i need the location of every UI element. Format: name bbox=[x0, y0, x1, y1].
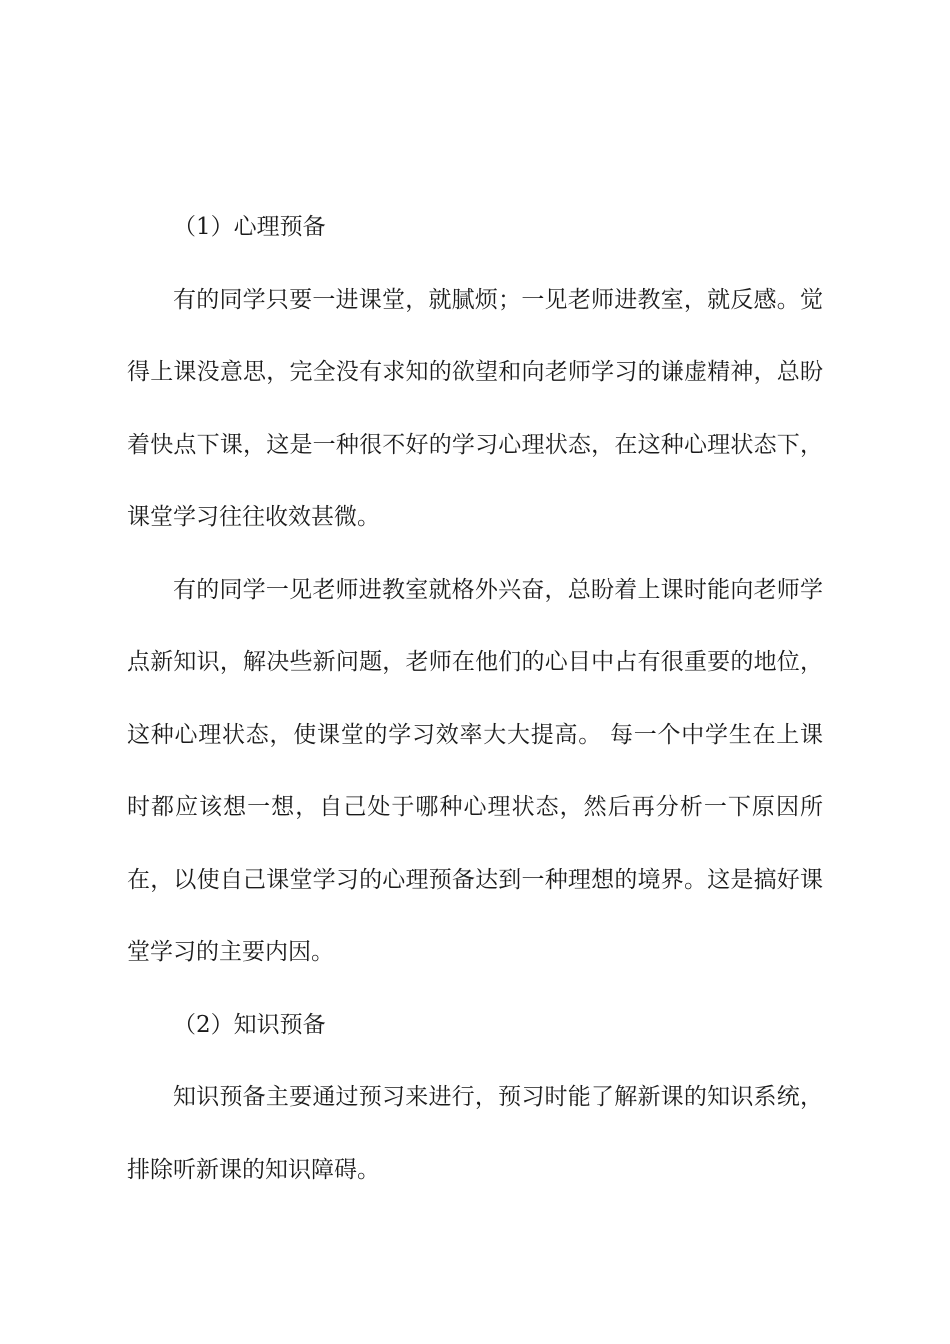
section-heading-knowledge-preparation: （2）知识预备 bbox=[173, 1011, 326, 1038]
section-heading-psychological-preparation: （1）心理预备 bbox=[173, 214, 326, 240]
paragraph: 有的同学一见老师进教室就格外兴奋，总盼着上课时能向老师学点新知识，解决些新问题，老师在他们的心目中占有很重要的地位，这种心理状态，使课堂的学习效率大大提高。 每一个中学生在上课时都应该想一想，自己处于哪种心理状态，然后再分析一下原因所在，以使自己课堂学习的心理预备达到一种理想的境界。这是搞好课堂学习的主要内因。 bbox=[127, 576, 823, 965]
paragraph: 知识预备主要通过预习来进行，预习时能了解新课的知识系统，排除听新课的知识障碍。 bbox=[127, 1084, 823, 1183]
paragraph: 有的同学只要一进课堂，就腻烦；一见老师进教室，就反感。觉得上课没意思，完全没有求知的欲望和向老师学习的谦虚精神，总盼着快点下课，这是一种很不好的学习心理状态，在这种心理状态下，课堂学习往往收效甚微。 bbox=[127, 286, 823, 530]
document-body bbox=[127, 191, 823, 1206]
